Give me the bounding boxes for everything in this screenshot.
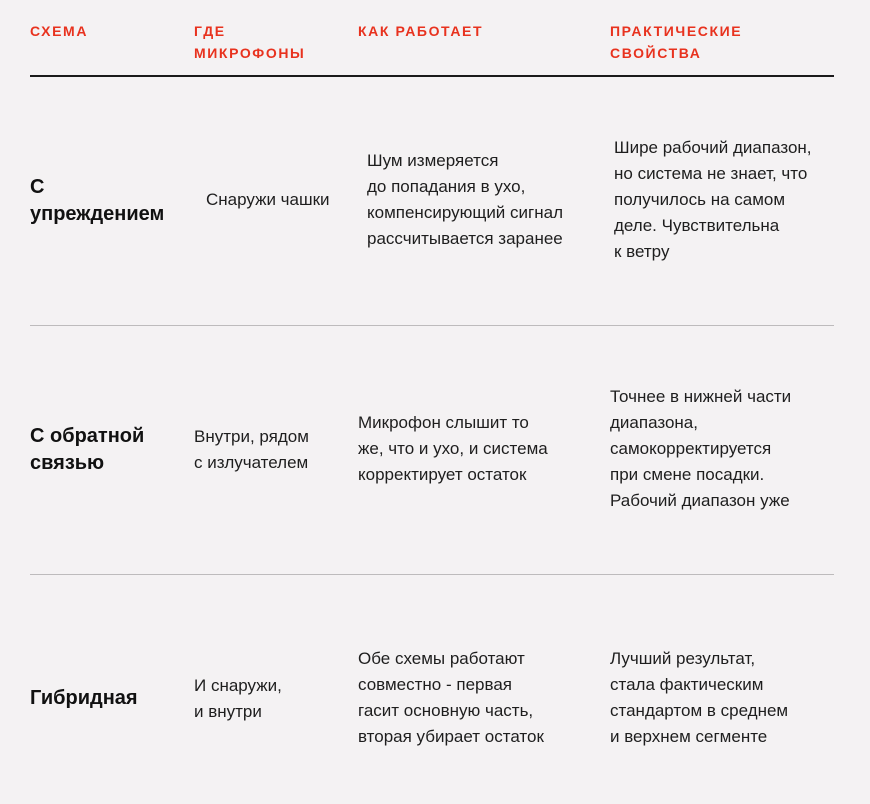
- row-title-feedforward: С упреждением: [30, 176, 165, 225]
- column-header-practical-properties: ПРАКТИЧЕСКИЕ СВОЙСТВА: [610, 23, 743, 61]
- row-divider: [30, 574, 834, 575]
- row-divider: [30, 325, 834, 326]
- cell-practical-hybrid: Лучший результат, стала фактическим стандартом в среднем и верхнем сегменте: [610, 649, 789, 746]
- row-title-feedback: С обратной связью: [30, 425, 145, 474]
- header-divider: [30, 75, 834, 77]
- cell-practical-feedback: Точнее в нижней части диапазона, самокорректируется при смене посадки. Рабочий диапазон уже: [610, 387, 792, 510]
- column-header-microphones: ГДЕ МИКРОФОНЫ: [194, 23, 306, 61]
- cell-practical-feedforward: Шире рабочий диапазон, но система не знает, что получилось на самом деле. Чувствительна к ветру: [614, 138, 812, 261]
- column-header-how-it-works: КАК РАБОТАЕТ: [358, 23, 484, 39]
- cell-microphones-feedback: Внутри, рядом с излучателем: [194, 427, 309, 472]
- column-header-scheme: СХЕМА: [30, 23, 89, 39]
- cell-how-feedback: Микрофон слышит то же, что и ухо, и система корректирует остаток: [358, 413, 548, 484]
- cell-microphones-feedforward: Снаружи чашки: [206, 190, 330, 209]
- row-title-hybrid: Гибридная: [30, 687, 138, 709]
- cell-microphones-hybrid: И снаружи, и внутри: [194, 676, 282, 721]
- cell-how-hybrid: Обе схемы работают совместно - первая гасит основную часть, вторая убирает остаток: [358, 649, 544, 746]
- cell-how-feedforward: Шум измеряется до попадания в ухо, компенсирующий сигнал рассчитывается заранее: [367, 151, 563, 248]
